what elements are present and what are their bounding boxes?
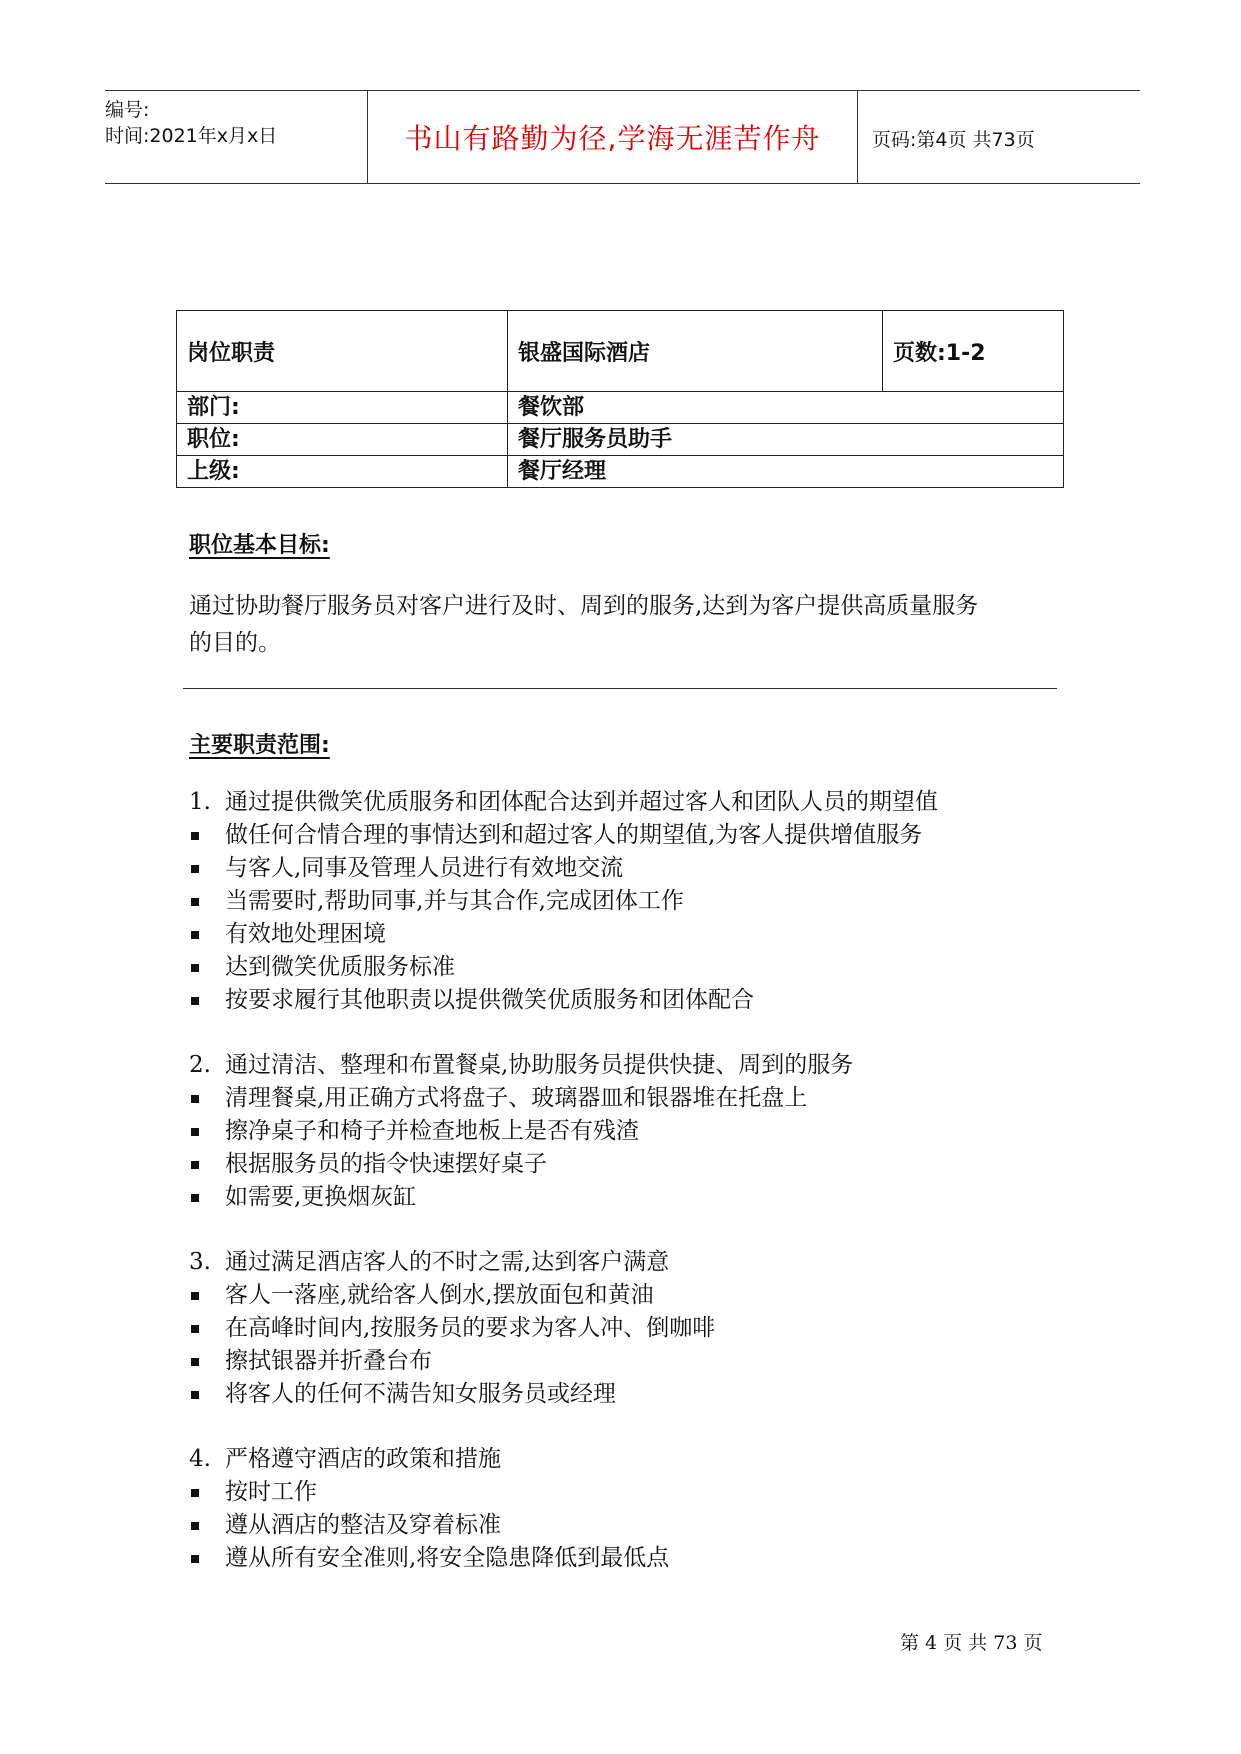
duty-title: 通过清洁、整理和布置餐桌,协助服务员提供快捷、周到的服务 xyxy=(225,1052,854,1078)
serial-number-label: 编号: xyxy=(105,99,150,121)
row-value: 餐厅经理 xyxy=(508,456,1064,488)
list-item: 清理餐桌,用正确方式将盘子、玻璃器皿和银器堆在托盘上 xyxy=(189,1082,1069,1115)
bullet-icon xyxy=(191,1292,199,1300)
time-label: 时间:2021年x月x日 xyxy=(105,125,278,147)
row-label: 上级: xyxy=(177,456,508,488)
table-row xyxy=(177,424,1064,456)
row-value: 餐厅服务员助手 xyxy=(508,424,1064,456)
list-item: 与客人,同事及管理人员进行有效地交流 xyxy=(189,852,1069,885)
bullet-icon xyxy=(191,1194,199,1202)
list-item: 客人一落座,就给客人倒水,摆放面包和黄油 xyxy=(189,1279,1069,1312)
table-row xyxy=(177,392,1064,424)
row-value: 餐饮部 xyxy=(508,392,1064,424)
duty-title: 通过提供微笑优质服务和团体配合达到并超过客人和团队人员的期望值 xyxy=(225,789,938,815)
header-meta-cell xyxy=(105,91,367,183)
list-item: 按时工作 xyxy=(189,1476,1069,1509)
list-item: 遵从所有安全准则,将安全隐患降低到最低点 xyxy=(189,1542,1069,1575)
table-header-row xyxy=(177,311,1064,392)
bullet-icon xyxy=(191,1391,199,1399)
objective-line: 通过协助餐厅服务员对客户进行及时、周到的服务,达到为客户提供高质量服务 xyxy=(189,593,979,619)
page-count-cell: 页数:1-2 xyxy=(883,311,1064,392)
list-item: 当需要时,帮助同事,并与其合作,完成团体工作 xyxy=(189,885,1069,918)
list-item: 达到微笑优质服务标准 xyxy=(189,951,1069,984)
page-footer: 第 4 页 共 73 页 xyxy=(900,1632,1043,1654)
objective-heading: 职位基本目标: xyxy=(189,533,330,558)
objective-paragraph xyxy=(189,588,1069,662)
bullet-icon xyxy=(191,1489,199,1497)
duty-title-line xyxy=(189,1246,1069,1279)
list-item: 按要求履行其他职责以提供微笑优质服务和团体配合 xyxy=(189,984,1069,1017)
duty-number: 2. xyxy=(189,1052,211,1078)
duty-title-line xyxy=(189,786,1069,819)
bullet-icon xyxy=(191,1128,199,1136)
page-header xyxy=(105,90,1140,184)
duty-group xyxy=(189,786,1069,1017)
duty-number: 1. xyxy=(189,789,211,815)
duty-group xyxy=(189,1443,1069,1575)
duty-title-line xyxy=(189,1443,1069,1476)
list-item: 遵从酒店的整洁及穿着标准 xyxy=(189,1509,1069,1542)
duty-group xyxy=(189,1246,1069,1411)
bullet-icon xyxy=(191,964,199,972)
list-item: 做任何合情合理的事情达到和超过客人的期望值,为客人提供增值服务 xyxy=(189,819,1069,852)
duty-title: 通过满足酒店客人的不时之需,达到客户满意 xyxy=(225,1249,670,1275)
list-item: 擦拭银器并折叠台布 xyxy=(189,1345,1069,1378)
bullet-icon xyxy=(191,1325,199,1333)
job-info-table xyxy=(176,310,1064,488)
list-item: 如需要,更换烟灰缸 xyxy=(189,1181,1069,1214)
bullet-icon xyxy=(191,865,199,873)
bullet-icon xyxy=(191,1161,199,1169)
list-item: 擦净桌子和椅子并检查地板上是否有残渣 xyxy=(189,1115,1069,1148)
bullet-icon xyxy=(191,832,199,840)
list-item: 在高峰时间内,按服务员的要求为客人冲、倒咖啡 xyxy=(189,1312,1069,1345)
duty-title: 严格遵守酒店的政策和措施 xyxy=(225,1446,501,1472)
bullet-icon xyxy=(191,1555,199,1563)
bullet-icon xyxy=(191,931,199,939)
duty-number: 3. xyxy=(189,1249,211,1275)
bullet-icon xyxy=(191,898,199,906)
duty-title-line xyxy=(189,1049,1069,1082)
duty-group xyxy=(189,1049,1069,1214)
objective-line: 的目的。 xyxy=(189,630,281,656)
bullet-icon xyxy=(191,1095,199,1103)
header-motto-cell xyxy=(367,91,858,183)
motto: 书山有路勤为径,学海无涯苦作舟 xyxy=(404,122,821,155)
list-item: 根据服务员的指令快速摆好桌子 xyxy=(189,1148,1069,1181)
bullet-icon xyxy=(191,997,199,1005)
list-item: 将客人的任何不满告知女服务员或经理 xyxy=(189,1378,1069,1411)
row-label: 部门: xyxy=(177,392,508,424)
bullet-icon xyxy=(191,1522,199,1530)
hotel-name-cell: 银盛国际酒店 xyxy=(508,311,883,392)
list-item: 有效地处理困境 xyxy=(189,918,1069,951)
duty-number: 4. xyxy=(189,1446,211,1472)
page-indicator: 页码:第4页 共73页 xyxy=(872,129,1035,151)
bullet-icon xyxy=(191,1358,199,1366)
header-page-cell xyxy=(858,91,1140,183)
duties-heading: 主要职责范围: xyxy=(189,733,330,758)
row-label: 职位: xyxy=(177,424,508,456)
doc-title-cell: 岗位职责 xyxy=(177,311,508,392)
section-divider xyxy=(183,688,1057,689)
table-row xyxy=(177,456,1064,488)
